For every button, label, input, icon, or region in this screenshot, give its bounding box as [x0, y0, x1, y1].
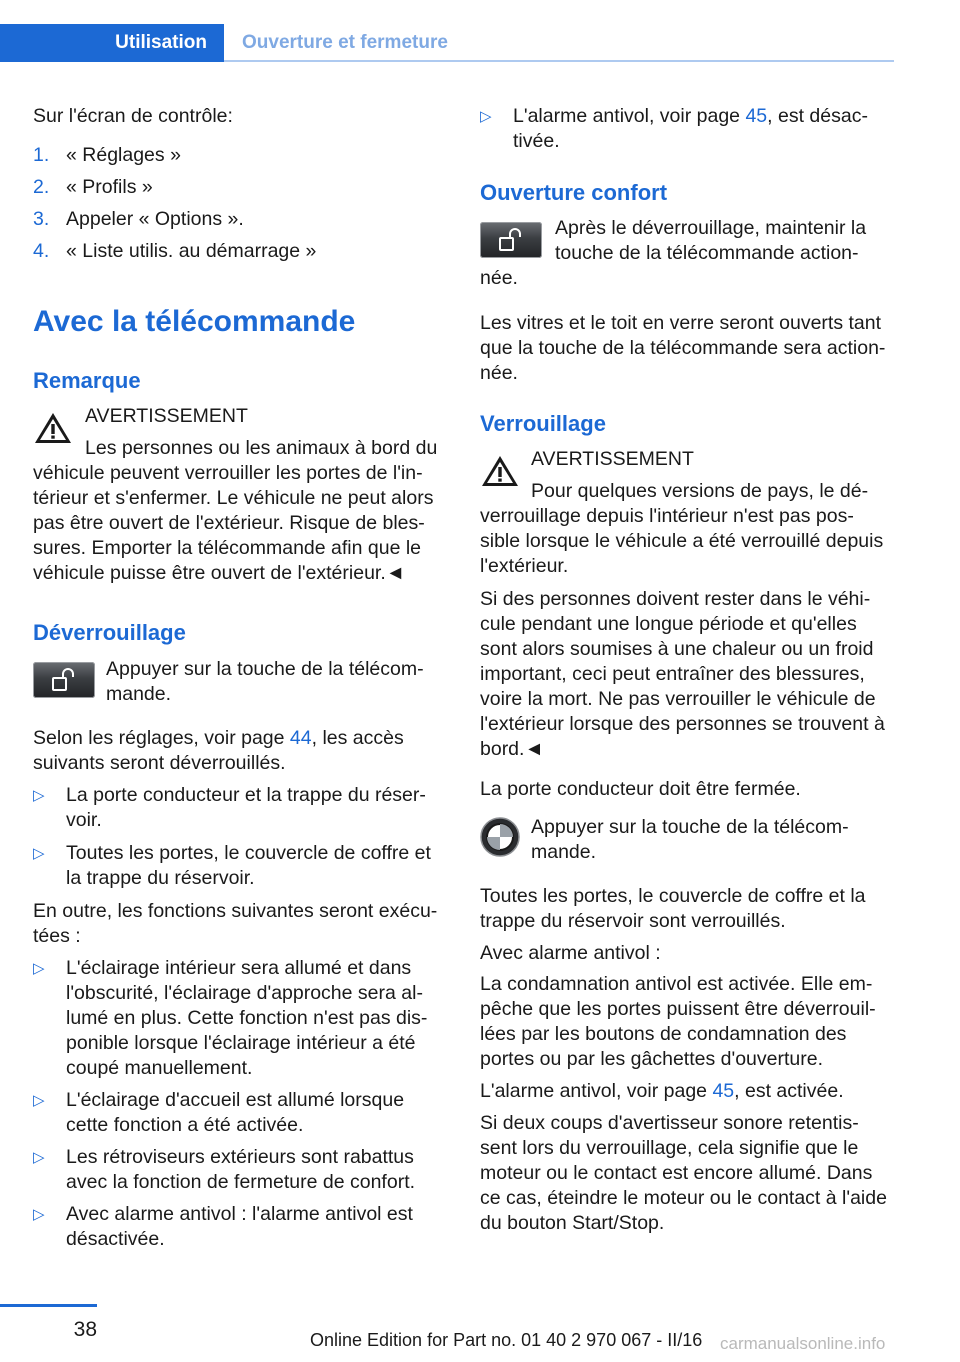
warning-text: cule pendant une longue période et qu'elles [480, 613, 857, 635]
alarm-active-text: L'alarme antivol, voir page 45, est activée. [480, 1080, 844, 1102]
comfort-heading: Ouverture confort [480, 180, 668, 205]
tab-ouverture-fermeture[interactable]: Ouverture et fermeture [242, 32, 448, 53]
page-link-45[interactable]: 45 [712, 1080, 735, 1102]
condamnation-text: La condamnation antivol est activée. Elle em- [480, 973, 873, 995]
page-header [0, 0, 960, 62]
horn-text: du bouton Start/Stop. [480, 1212, 665, 1234]
warning-text: voire la mort. Ne pas verrouiller le véhicule de [480, 688, 876, 710]
horn-text: sent lors du verrouillage, cela signifie que le [480, 1137, 859, 1159]
driver-door-text: La porte conducteur doit être fermée. [480, 778, 801, 800]
list-item: ▷ Toutes les portes, le couvercle de coffre et la trappe du réservoir. [33, 842, 431, 889]
tab-utilisation[interactable]: Utilisation [0, 24, 224, 62]
warning-label: AVERTISSEMENT [85, 405, 248, 427]
warning-text: bord.◄ [480, 738, 544, 760]
triangle-bullet-icon: ▷ [33, 1149, 45, 1166]
bmw-key-button-icon [480, 817, 520, 857]
list-item: ▷ L'éclairage intérieur sera allumé et dans l'obscurité, l'éclairage d'approche sera al-lumé en plus. Cette fonction n'est pas dis-ponible lorsque l'éclairage intérieur a été coupé manuellement. [33, 957, 428, 1079]
list-item: ▷ Avec alarme antivol : l'alarme antivol est désactivée. [33, 1203, 413, 1250]
triangle-bullet-icon: ▷ [33, 960, 45, 977]
section-title: Avec la télécommande [33, 305, 356, 338]
list-item: ▷ L'éclairage d'accueil est allumé lorsque cette fonction a été activée. [33, 1089, 405, 1136]
comfort-text: née. [480, 267, 518, 289]
warning-text: important, ceci peut entraîner des blessures, [480, 663, 865, 685]
warning-text: Si des personnes doivent rester dans le véhi- [480, 588, 871, 610]
unlock-key-icon [33, 662, 95, 698]
comfort-text: Après le déverrouillage, maintenir la [555, 217, 867, 239]
warning-text: sible lorsque le véhicule a été verrouillé depuis [480, 530, 884, 552]
warning-text: térieur et s'enfermer. Le véhicule ne peut alors [33, 487, 434, 509]
edition-text: Online Edition for Part no. 01 40 2 970 067 - II/16 [310, 1330, 703, 1350]
intro-text: Sur l'écran de contrôle: [33, 105, 233, 127]
warning-text: l'extérieur. [480, 555, 569, 577]
warning-text: Les personnes ou les animaux à bord du [85, 437, 438, 459]
page-number: 38 [73, 1318, 97, 1341]
remark-heading: Remarque [33, 368, 141, 393]
unlock-text: Appuyer sur la touche de la télécom- [106, 658, 424, 680]
list-item-continuation: tivée. [513, 130, 560, 152]
condamnation-text: portes ou par les gâchettes d'ouverture. [480, 1048, 824, 1070]
unlock-text: mande. [106, 683, 172, 705]
page-link-44[interactable]: 44 [289, 727, 312, 749]
triangle-bullet-icon: ▷ [33, 787, 45, 804]
warning-label: AVERTISSEMENT [531, 448, 694, 470]
settings-text: suivants seront déverrouillés. [33, 752, 286, 774]
also-text: En outre, les fonctions suivantes seront exécu- [33, 900, 438, 922]
triangle-bullet-icon: ▷ [33, 1092, 45, 1109]
warning-text: pas être ouvert de l'extérieur. Risque de bles- [33, 512, 425, 534]
press-text: Appuyer sur la touche de la télécom- [531, 816, 849, 838]
list-item: ▷ La porte conducteur et la trappe du réser-voir. [33, 784, 426, 831]
windows-text: née. [480, 362, 518, 384]
warning-triangle-icon [480, 453, 520, 489]
warning-text: sont alors soumises à une chaleur ou un froid [480, 638, 874, 660]
warning-text: l'extérieur lorsque des personnes se trouvent à [480, 713, 885, 735]
footer-divider [0, 1304, 97, 1307]
horn-text: ce cas, éteindre le moteur ou le contact à l'aide [480, 1187, 887, 1209]
locked-text: trappe du réservoir sont verrouillés. [480, 910, 786, 932]
condamnation-text: lées par les boutons de condamnation des [480, 1023, 847, 1045]
list-item: ▷ Les rétroviseurs extérieurs sont rabattus avec la fonction de fermeture de confort. [33, 1146, 416, 1193]
warning-text: véhicule peuvent verrouiller les portes de l'in- [33, 462, 423, 484]
also-text: tées : [33, 925, 81, 947]
triangle-bullet-icon: ▷ [480, 108, 492, 125]
watermark: carmanualsonline.info [720, 1334, 886, 1353]
unlock-heading: Déverrouillage [33, 620, 186, 645]
warning-text: véhicule puisse être ouvert de l'extérieur.◄ [33, 562, 406, 584]
settings-text: Selon les réglages, voir page 44, les accès [33, 727, 404, 749]
list-item: ▷ L'alarme antivol, voir page 45, est désac- [480, 105, 868, 127]
windows-text: que la touche de la télécommande sera action- [480, 337, 886, 359]
triangle-bullet-icon: ▷ [33, 845, 45, 862]
page-link-45[interactable]: 45 [745, 105, 768, 127]
locked-text: Toutes les portes, le couvercle de coffre et la [480, 885, 866, 907]
warning-text: Pour quelques versions de pays, le dé- [531, 480, 869, 502]
with-alarm-text: Avec alarme antivol : [480, 942, 661, 964]
lock-heading: Verrouillage [480, 411, 606, 436]
warning-text: verrouillage depuis l'intérieur n'est pas pos- [480, 505, 854, 527]
horn-text: Si deux coups d'avertisseur sonore retentis- [480, 1112, 859, 1134]
comfort-text: touche de la télécommande action- [555, 242, 859, 264]
warning-text: sures. Emporter la télécommande afin que le [33, 537, 422, 559]
unlock-key-icon [480, 222, 542, 258]
warning-triangle-icon [33, 410, 73, 446]
condamnation-text: pêche que les portes puissent être déverrouil- [480, 998, 876, 1020]
horn-text: moteur ou le contact est encore allumé. Dans [480, 1162, 873, 1184]
press-text: mande. [531, 841, 597, 863]
windows-text: Les vitres et le toit en verre seront ouverts tant [480, 312, 882, 334]
header-divider [224, 60, 894, 62]
triangle-bullet-icon: ▷ [33, 1206, 45, 1223]
